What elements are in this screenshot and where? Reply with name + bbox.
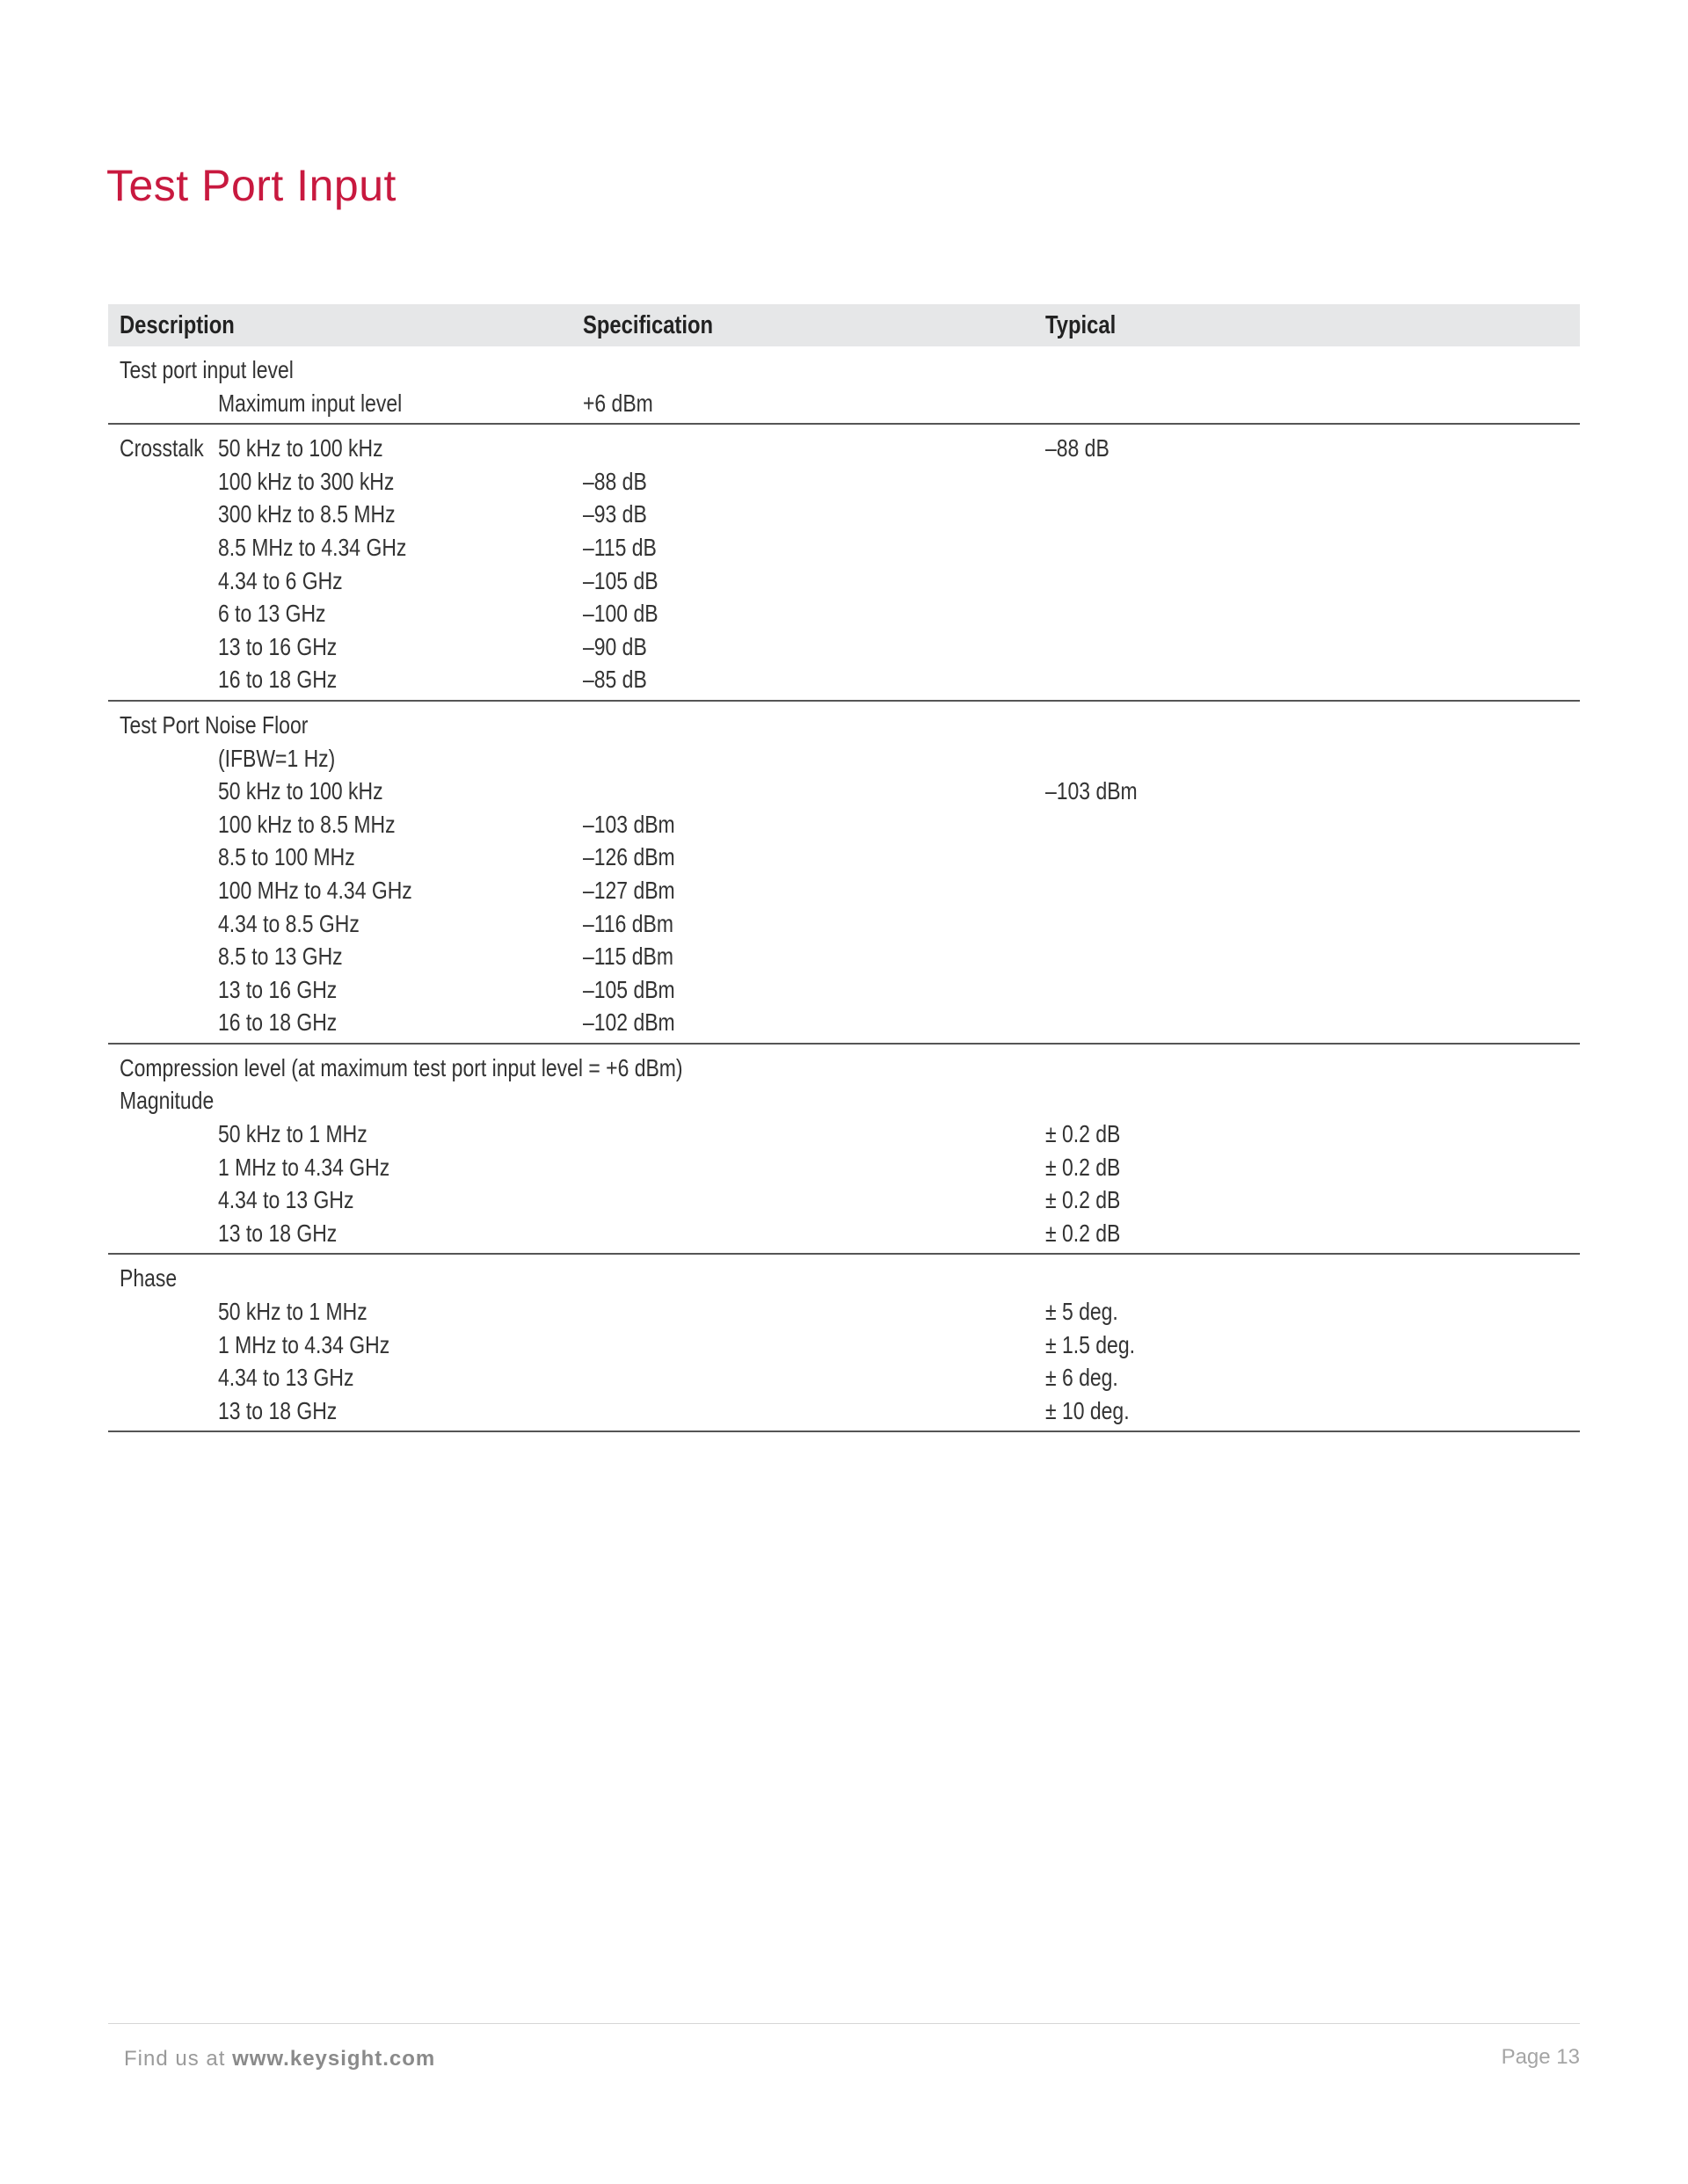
spec-table — [108, 304, 1580, 1432]
footer-website-link[interactable]: www.keysight.com — [232, 2047, 436, 2071]
row-typical: ± 6 deg. — [1045, 1364, 1118, 1392]
row-specification: –103 dBm — [583, 810, 675, 838]
row-description: Crosstalk — [120, 434, 204, 462]
row-condition: 8.5 to 100 MHz — [218, 843, 355, 871]
table-row — [108, 1361, 1580, 1394]
row-typical: ± 1.5 deg. — [1045, 1330, 1135, 1358]
table-row — [108, 353, 1580, 387]
table-row — [108, 498, 1580, 531]
row-specification: –90 dB — [583, 632, 647, 660]
table-row — [108, 432, 1580, 465]
header-typical: Typical — [1045, 311, 1117, 339]
row-condition: 13 to 16 GHz — [218, 632, 338, 660]
table-section — [108, 1255, 1580, 1432]
table-row — [108, 1117, 1580, 1151]
table-row — [108, 597, 1580, 630]
row-specification: –100 dB — [583, 600, 658, 628]
table-row — [108, 1183, 1580, 1217]
row-specification: –102 dBm — [583, 1008, 675, 1037]
row-typical: ± 0.2 dB — [1045, 1219, 1121, 1247]
row-description: Test Port Noise Floor — [120, 710, 309, 739]
row-description: Phase — [120, 1264, 178, 1292]
table-row — [108, 1394, 1580, 1428]
row-condition: 100 kHz to 8.5 MHz — [218, 810, 396, 838]
section-spacer — [108, 1255, 1580, 1262]
row-condition: 50 kHz to 100 kHz — [218, 777, 383, 805]
table-row — [108, 1151, 1580, 1184]
table-section — [108, 425, 1580, 702]
table-row — [108, 531, 1580, 564]
table-row — [108, 709, 1580, 742]
row-specification: –105 dB — [583, 566, 658, 594]
section-spacer — [108, 702, 1580, 709]
table-row — [108, 907, 1580, 941]
row-condition: 50 kHz to 1 MHz — [218, 1298, 367, 1326]
row-condition: 8.5 MHz to 4.34 GHz — [218, 533, 407, 561]
header-description: Description — [120, 311, 235, 339]
table-row — [108, 874, 1580, 907]
footer-divider — [108, 2023, 1580, 2024]
table-row — [108, 808, 1580, 841]
section-spacer — [108, 1045, 1580, 1052]
row-condition: 300 kHz to 8.5 MHz — [218, 500, 396, 528]
row-condition: 8.5 to 13 GHz — [218, 943, 343, 971]
table-section — [108, 1045, 1580, 1256]
row-typical: ± 5 deg. — [1045, 1298, 1118, 1326]
row-description: Test port input level — [120, 356, 294, 383]
footer-find-us — [124, 2047, 435, 2071]
row-typical: ± 0.2 dB — [1045, 1120, 1121, 1148]
row-condition: 4.34 to 13 GHz — [218, 1186, 354, 1214]
table-row — [108, 973, 1580, 1007]
table-row — [108, 663, 1580, 696]
table-row — [108, 630, 1580, 664]
row-condition: 16 to 18 GHz — [218, 666, 338, 694]
row-specification: –115 dB — [583, 533, 657, 561]
row-condition: 13 to 18 GHz — [218, 1396, 338, 1424]
row-specification: +6 dBm — [583, 389, 653, 417]
table-row — [108, 1262, 1580, 1295]
table-row — [108, 387, 1580, 420]
row-condition: 16 to 18 GHz — [218, 1008, 338, 1037]
row-specification: –126 dBm — [583, 843, 675, 871]
table-section — [108, 346, 1580, 425]
row-typical: ± 0.2 dB — [1045, 1186, 1121, 1214]
table-row — [108, 1084, 1580, 1117]
page-title: Test Port Input — [106, 161, 397, 210]
row-specification: –85 dB — [583, 666, 647, 694]
row-specification: –105 dBm — [583, 975, 675, 1003]
table-header — [108, 304, 1580, 346]
row-condition: 13 to 18 GHz — [218, 1219, 338, 1247]
section-spacer — [108, 425, 1580, 432]
row-condition: 100 kHz to 300 kHz — [218, 467, 395, 495]
row-condition: 100 MHz to 4.34 GHz — [218, 876, 412, 904]
header-specification: Specification — [583, 311, 714, 339]
row-description: Compression level (at maximum test port input level = +6 dBm) — [120, 1053, 683, 1081]
row-specification: –116 dBm — [583, 909, 673, 937]
row-condition: 1 MHz to 4.34 GHz — [218, 1330, 390, 1358]
table-row — [108, 1006, 1580, 1039]
table-row — [108, 1052, 1580, 1085]
row-description: Magnitude — [120, 1087, 215, 1115]
row-condition: 4.34 to 8.5 GHz — [218, 909, 360, 937]
table-row — [108, 775, 1580, 808]
section-spacer — [108, 346, 1580, 353]
row-condition: 1 MHz to 4.34 GHz — [218, 1153, 390, 1181]
row-typical: –88 dB — [1045, 434, 1110, 462]
row-condition: 4.34 to 6 GHz — [218, 566, 343, 594]
row-specification: –127 dBm — [583, 876, 675, 904]
row-condition: 50 kHz to 100 kHz — [218, 434, 383, 462]
row-specification: –93 dB — [583, 500, 647, 528]
table-row — [108, 742, 1580, 775]
row-condition: 13 to 16 GHz — [218, 975, 338, 1003]
table-body — [108, 346, 1580, 1432]
row-condition: 50 kHz to 1 MHz — [218, 1120, 367, 1148]
row-specification: –88 dB — [583, 467, 647, 495]
row-typical: ± 0.2 dB — [1045, 1153, 1121, 1181]
table-section — [108, 702, 1580, 1045]
page-number: Page 13 — [1501, 2045, 1580, 2069]
row-typical: –103 dBm — [1045, 777, 1138, 805]
table-row — [108, 465, 1580, 499]
row-condition: Maximum input level — [218, 389, 403, 417]
table-row — [108, 1295, 1580, 1329]
table-row — [108, 841, 1580, 874]
row-condition: (IFBW=1 Hz) — [218, 744, 336, 772]
table-row — [108, 1329, 1580, 1362]
row-condition: 6 to 13 GHz — [218, 600, 326, 628]
row-specification: –115 dBm — [583, 943, 673, 971]
table-row — [108, 564, 1580, 598]
row-typical: ± 10 deg. — [1045, 1396, 1130, 1424]
table-row — [108, 940, 1580, 973]
footer-find-prefix: Find us at — [124, 2047, 233, 2071]
table-row — [108, 1217, 1580, 1250]
row-condition: 4.34 to 13 GHz — [218, 1364, 354, 1392]
